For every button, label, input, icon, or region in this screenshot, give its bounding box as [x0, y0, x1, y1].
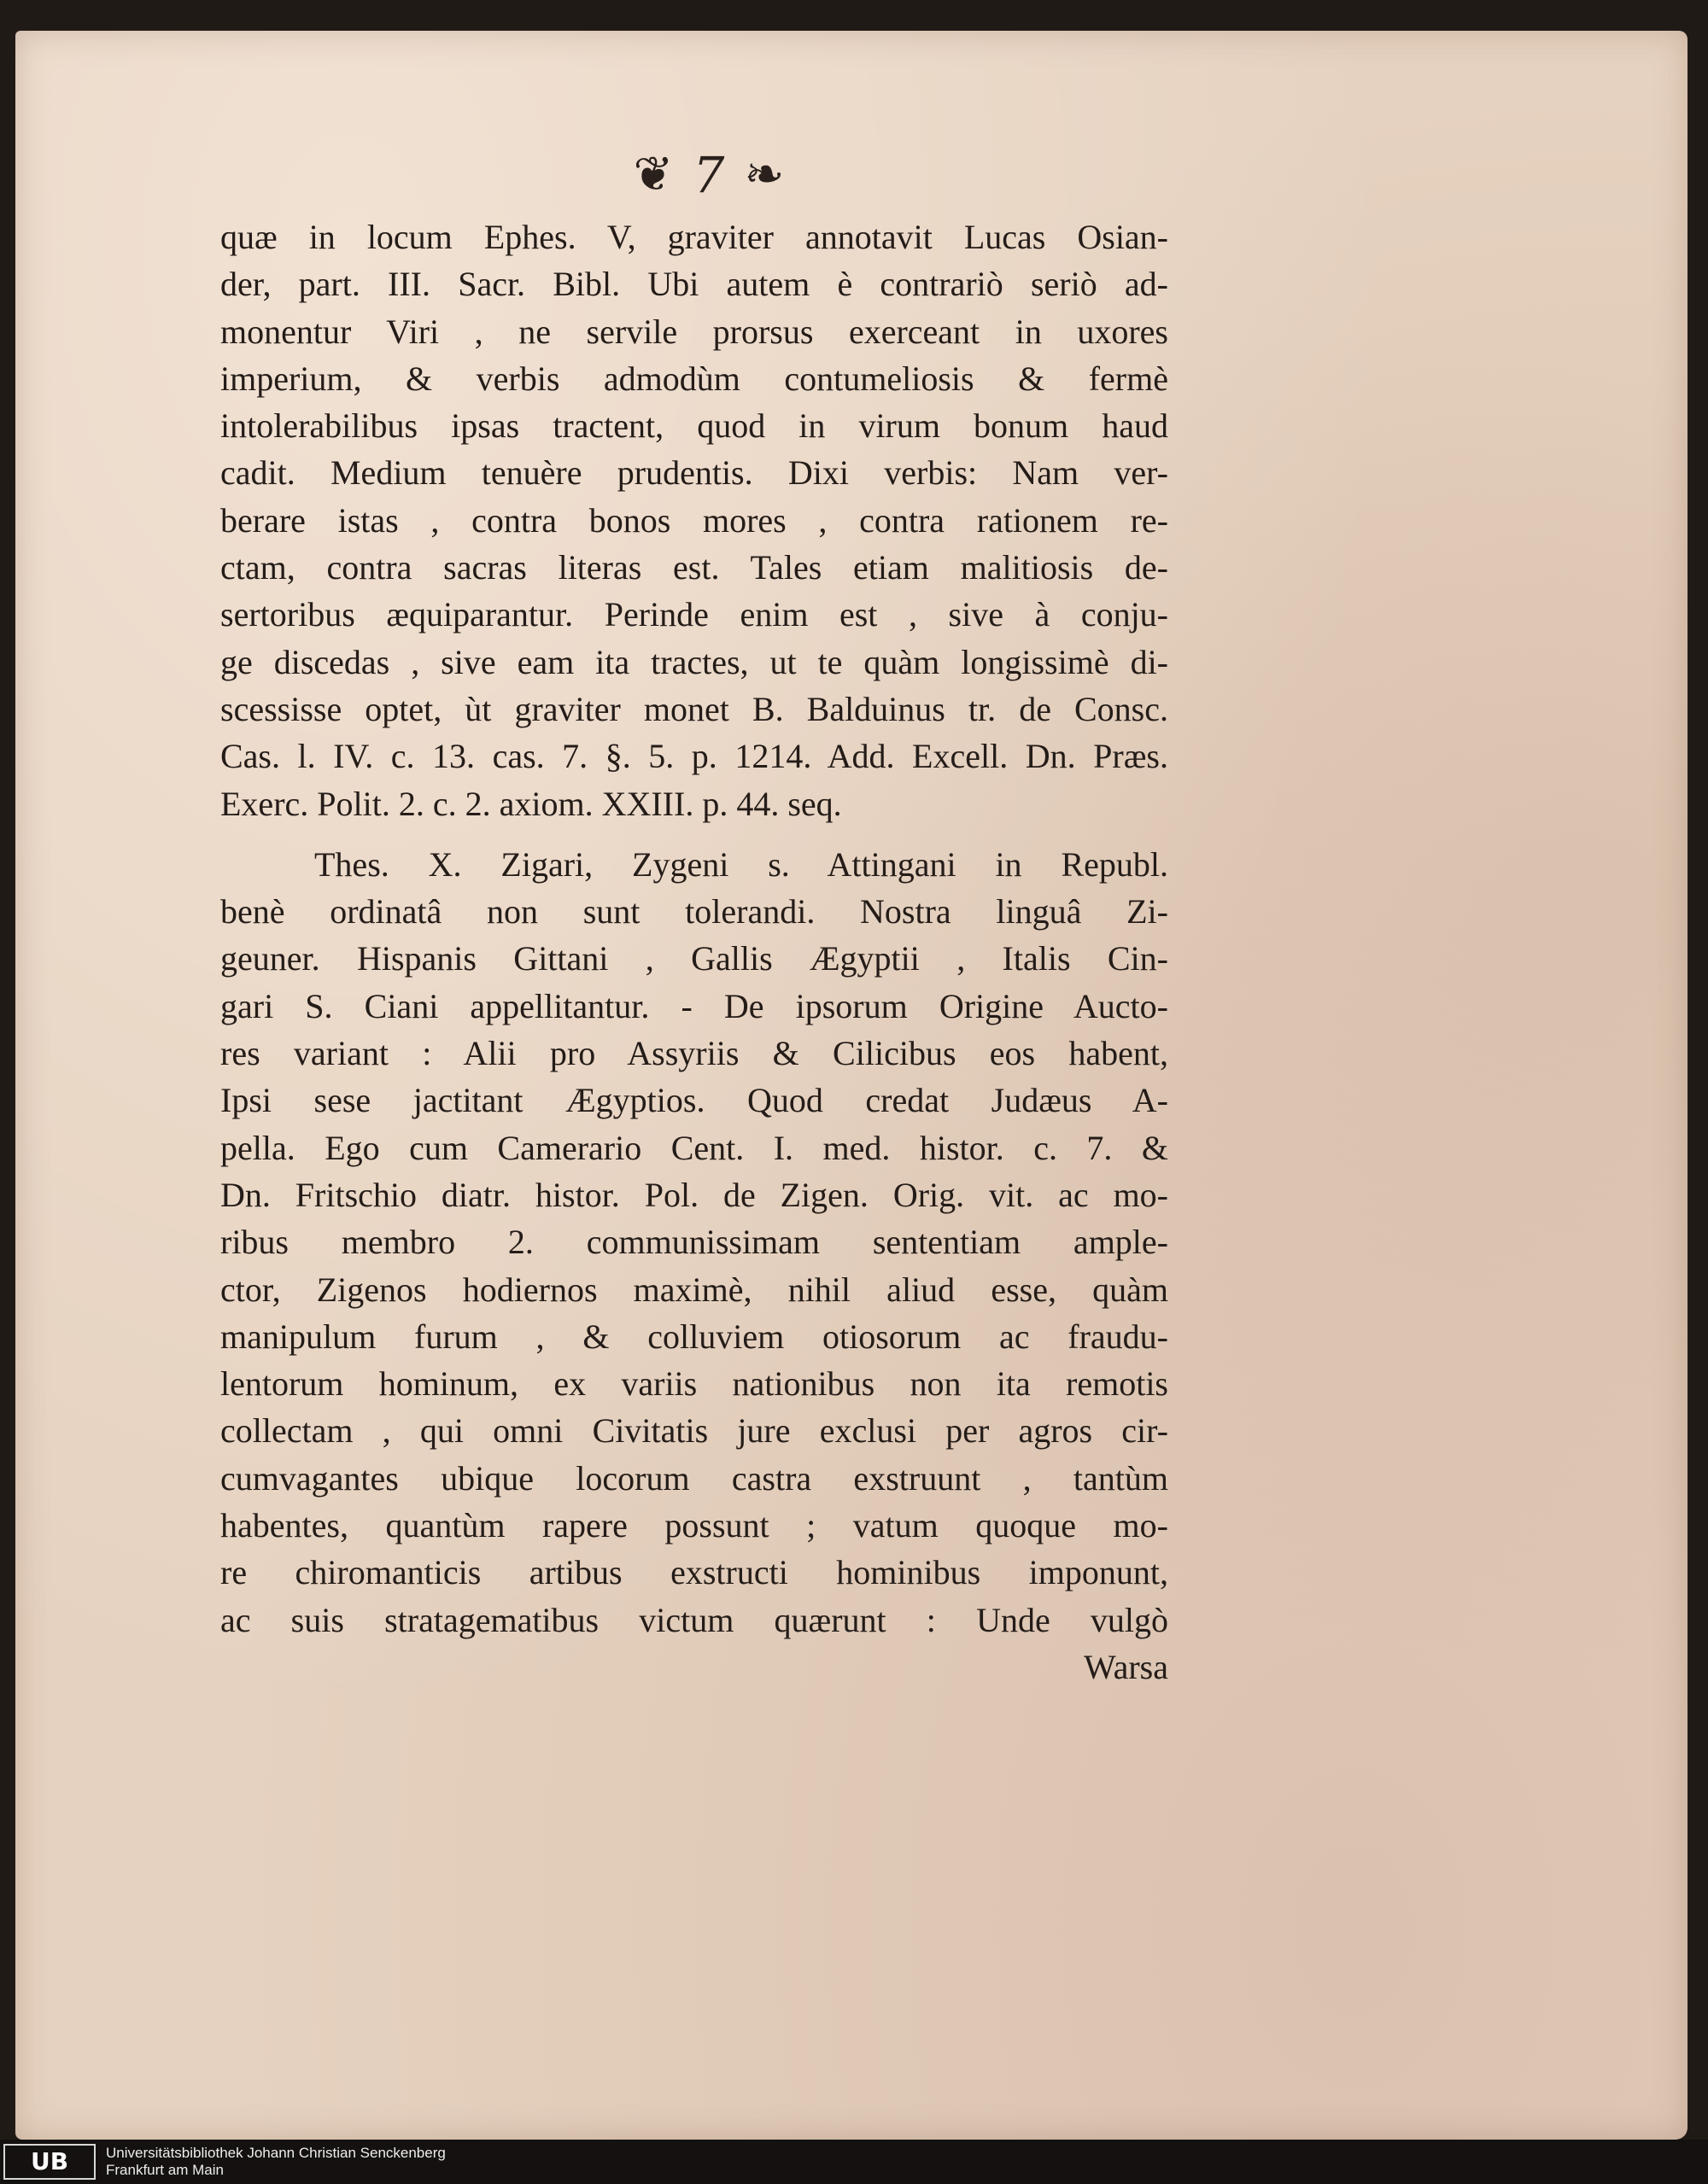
ornament-right-icon: ❧: [744, 147, 785, 202]
text-line: geuner. Hispanis Gittani , Gallis Ægyptii , Italis Cin-: [220, 939, 1168, 978]
text-line: pella. Ego cum Camerario Cent. I. med. histor. c. 7. &: [220, 1128, 1168, 1167]
catchword: Warsa: [1084, 1647, 1168, 1686]
text-line: ac suis stratagematibus victum quærunt : Unde vulgò: [220, 1600, 1168, 1639]
text-line: ctor, Zigenos hodiernos maximè, nihil aliud esse, quàm: [220, 1270, 1168, 1309]
text-line: monentur Viri , ne servile prorsus exerceant in uxores: [220, 312, 1168, 351]
text-line: quæ in locum Ephes. V, graviter annotavit Lucas Osian-: [220, 218, 1168, 256]
text-line: re chiromanticis artibus exstructi hominibus imponunt,: [220, 1553, 1168, 1592]
text-line: ctam, contra sacras literas est. Tales etiam malitiosis de-: [220, 548, 1168, 587]
text-line: ribus membro 2. communissimam sententiam ample-: [220, 1223, 1168, 1262]
text-line: Exerc. Polit. 2. c. 2. axiom. XXIII. p. 44. seq.: [220, 784, 842, 823]
text-line: sertoribus æquiparantur. Perinde enim est , sive à conju-: [220, 595, 1168, 634]
library-footer: [0, 2140, 1708, 2184]
text-line: imperium, & verbis admodùm contumeliosis & fermè: [220, 359, 1168, 398]
text-line: intolerabilibus ipsas tractent, quod in virum bonum haud: [220, 406, 1168, 446]
text-line: cumvagantes ubique locorum castra exstruunt , tantùm: [220, 1458, 1168, 1498]
library-name: Universitätsbibliothek Johann Christian Senckenberg: [106, 2145, 446, 2161]
text-line: Thes. X. Zigari, Zygeni s. Attingani in Republ.: [314, 844, 1168, 884]
body-text: [220, 213, 1168, 1691]
text-line: gari S. Ciani appellitantur. - De ipsorum Origine Aucto-: [220, 986, 1168, 1025]
text-line: lentorum hominum, ex variis nationibus non ita remotis: [220, 1364, 1168, 1404]
text-line: cadit. Medium tenuère prudentis. Dixi verbis: Nam ver-: [220, 453, 1168, 493]
paragraph-2: [220, 841, 1168, 1644]
text-line: Ipsi sese jactitant Ægyptios. Quod credat Judæus A-: [220, 1081, 1168, 1120]
ornament-left-icon: ❦: [633, 147, 674, 202]
page-header: [598, 137, 820, 213]
text-line: scessisse optet, ùt graviter monet B. Balduinus tr. de Consc.: [220, 689, 1168, 728]
text-line: der, part. III. Sacr. Bibl. Ubi autem è contrariò seriò ad-: [220, 265, 1168, 304]
paragraph-gap: [220, 827, 1168, 841]
text-line: berare istas , contra bonos mores , contra rationem re-: [220, 500, 1168, 540]
library-city: Frankfurt am Main: [106, 2162, 224, 2178]
library-credit: [106, 2145, 446, 2179]
text-line: Dn. Fritschio diatr. histor. Pol. de Zigen. Orig. vit. ac mo-: [220, 1175, 1168, 1214]
page-number: 7: [693, 146, 725, 204]
ub-logo: UB: [3, 2144, 96, 2180]
text-line: benè ordinatâ non sunt tolerandi. Nostra linguâ Zi-: [220, 892, 1168, 931]
paragraph-1: [220, 213, 1168, 827]
text-line: Cas. l. IV. c. 13. cas. 7. §. 5. p. 1214. Add. Excell. Dn. Præs.: [220, 737, 1168, 776]
text-line: ge discedas , sive eam ita tractes, ut te quàm longissimè di-: [220, 642, 1168, 681]
text-line: habentes, quantùm rapere possunt ; vatum quoque mo-: [220, 1506, 1168, 1545]
text-line: manipulum furum , & colluviem otiosorum ac fraudu-: [220, 1317, 1168, 1356]
text-line: collectam , qui omni Civitatis jure exclusi per agros cir-: [220, 1411, 1168, 1451]
text-line: res variant : Alii pro Assyriis & Cilicibus eos habent,: [220, 1034, 1168, 1073]
